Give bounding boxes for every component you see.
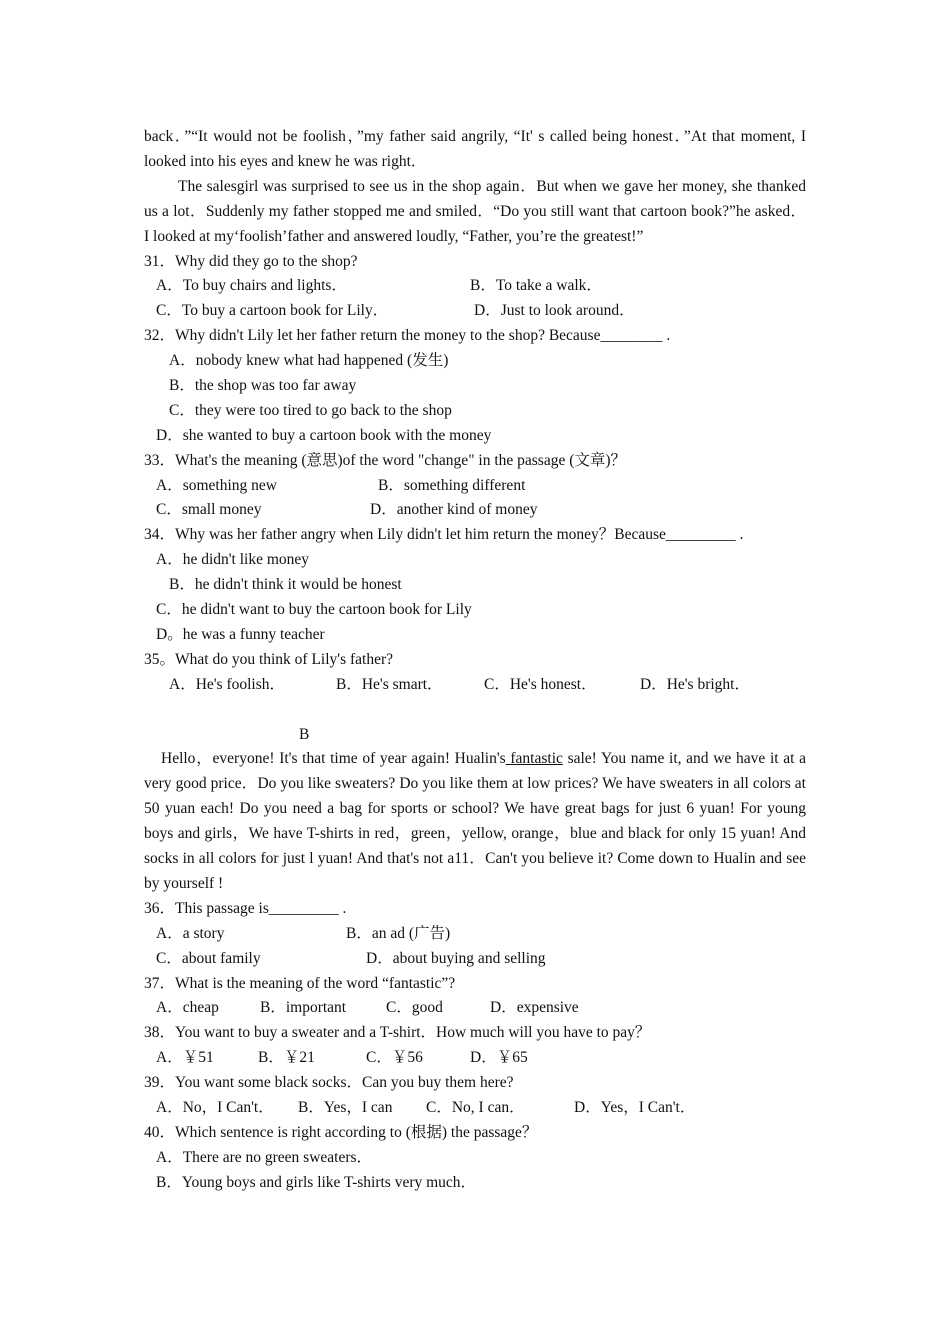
answer-option: A．He's foolish． <box>169 675 286 693</box>
answer-row <box>144 1046 806 1071</box>
passage-b-intro: Hello，everyone! It's that time of year again! Hualin's <box>161 750 506 768</box>
question-stem: 31．Why did they go to the shop? <box>144 252 358 270</box>
answer-option: A．￥51 <box>156 1049 214 1067</box>
answer-option: C．No, I can． <box>426 1099 525 1117</box>
blank-line <box>144 698 806 723</box>
question-stem: 38．You want to buy a sweater and a T-shirt．How much will you have to pay？ <box>144 1024 651 1042</box>
answer-option: D．Just to look around． <box>474 302 635 320</box>
answer-option: B．an ad (广告) <box>346 924 451 942</box>
question-stem: 33．What's the meaning (意思)of the word "change" in the passage (文章)？ <box>144 451 627 469</box>
answer-option: A．There are no green sweaters． <box>156 1148 373 1166</box>
answer-option: A．cheap <box>156 999 219 1017</box>
answer-row <box>144 573 806 598</box>
answer-option: D．another kind of money <box>370 501 538 519</box>
answer-row <box>144 299 806 324</box>
answer-option: D．Yes，I Can't． <box>574 1099 696 1117</box>
answer-option: C．they were too tired to go back to the shop <box>169 401 452 419</box>
document-page <box>144 125 806 1196</box>
question-stem: 32．Why didn't Lily let her father return the money to the shop? Because________ . <box>144 327 671 345</box>
answer-option: C．small money <box>156 501 262 519</box>
answer-option: A．a story <box>156 924 225 942</box>
answer-row <box>144 1146 806 1171</box>
answer-option: A．nobody knew what had happened (发生) <box>169 352 449 370</box>
passage-a-paragraph-2: The salesgirl was surprised to see us in the shop again．But when we gave her money, she thanked us a lot．Suddenly my father stopped me and smiled．“Do you still want that cartoon book?”he asked． I looked at my‘foolish’father and answered loudly, “Father, you’re the greatest!” <box>144 177 806 245</box>
answer-row <box>144 548 806 573</box>
answer-option: B．He's smart． <box>336 675 443 693</box>
answer-option: D．￥65 <box>470 1049 528 1067</box>
answer-option: C．￥56 <box>366 1049 423 1067</box>
answer-row <box>144 598 806 623</box>
answer-option: D。he was a funny teacher <box>156 625 325 643</box>
answer-option: B．important <box>260 999 347 1017</box>
answer-option: D．He's bright． <box>640 675 750 693</box>
fantastic-word: fantastic <box>505 750 563 768</box>
answer-option: A．To buy chairs and lights． <box>156 277 347 295</box>
answer-option: D．she wanted to buy a cartoon book with the money <box>156 426 492 444</box>
questions-section-a <box>144 250 806 698</box>
question-stem: 34．Why was her father angry when Lily didn't let him return the money？Because_________ . <box>144 526 744 544</box>
answer-row <box>144 274 806 299</box>
answer-option: C．good <box>386 999 443 1017</box>
answer-row <box>144 474 806 499</box>
passage-a-paragraph-1: back．”“It would not be foolish，”my father said angrily, “It' s called being honest．”At that moment, I looked into his eyes and knew he was right． <box>144 128 806 170</box>
answer-row <box>144 498 806 523</box>
answer-option: B．Young boys and girls like T-shirts very much． <box>156 1173 477 1191</box>
answer-option: D．expensive <box>490 999 579 1017</box>
answer-row <box>144 374 806 399</box>
section-b-title: B <box>299 725 310 743</box>
answer-row <box>144 1096 806 1121</box>
answer-option: B．To take a walk． <box>470 277 602 295</box>
answer-option: C．he didn't want to buy the cartoon book for Lily <box>156 601 472 619</box>
question-stem: 39．You want some black socks．Can you buy them here? <box>144 1074 514 1092</box>
answer-row <box>144 673 806 698</box>
answer-option: A．something new <box>156 476 277 494</box>
answer-row <box>144 349 806 374</box>
answer-row <box>144 947 806 972</box>
answer-row <box>144 1171 806 1196</box>
question-stem: 35。What do you think of Lily's father? <box>144 650 394 668</box>
answer-option: B．Yes，I can <box>298 1099 393 1117</box>
answer-row <box>144 399 806 424</box>
answer-option: A．he didn't like money <box>156 551 310 569</box>
question-stem: 36．This passage is_________ . <box>144 899 347 917</box>
answer-option: B．he didn't think it would be honest <box>169 576 402 594</box>
answer-option: B．￥21 <box>258 1049 315 1067</box>
answer-row <box>144 424 806 449</box>
question-stem: 40．Which sentence is right according to (根据) the passage？ <box>144 1123 538 1141</box>
answer-option: C．To buy a cartoon book for Lily． <box>156 302 389 320</box>
answer-option: B．the shop was too far away <box>169 377 357 395</box>
question-stem: 37．What is the meaning of the word “fantastic”? <box>144 974 456 992</box>
passage-b-rest: sale! You name it, and we have it at a very good price．Do you like sweaters? Do you like them at low prices? We have sweaters in all colors at 50 yuan each! Do you need a bag for sports or school? We have great bags for just 6 yuan! For young boys and girls，We have T-shirts in red，green，yellow, orange，blue and black for only 15 yuan! And socks in all colors for just l yuan! And that's not a11．Can't you believe it? Come down to Hualin and see by yourself ! <box>144 750 806 892</box>
answer-option: A．No，I Can't． <box>156 1099 274 1117</box>
passage-b-paragraph <box>144 747 806 896</box>
answer-option: D．about buying and selling <box>366 949 546 967</box>
answer-option: C．about family <box>156 949 261 967</box>
answer-option: B．something different <box>378 476 526 494</box>
answer-row <box>144 922 806 947</box>
answer-row <box>144 623 806 648</box>
answer-row <box>144 996 806 1021</box>
answer-option: C．He's honest． <box>484 675 597 693</box>
questions-section-b <box>144 897 806 1196</box>
